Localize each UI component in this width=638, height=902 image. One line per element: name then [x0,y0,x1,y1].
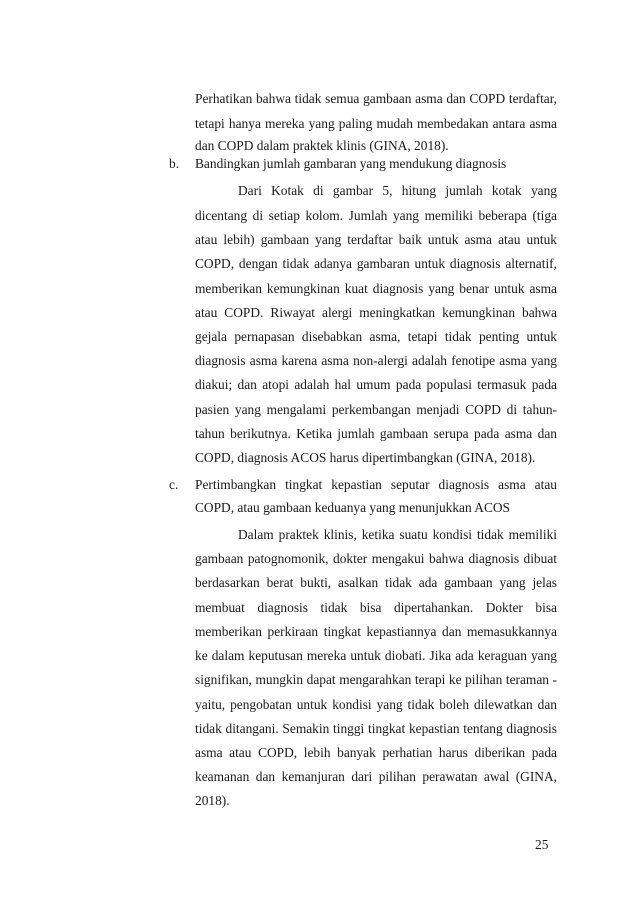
paragraph-line: diagnosis asma karena asma non-alergi adalah fenotipe asma yang [195,353,557,368]
paragraph-line: memberikan kemungkinan kuat diagnosis yang benar untuk asma [195,281,557,296]
paragraph-line: signifikan, mungkin dapat mengarahkan terapi ke pilihan teraman - [195,672,557,687]
paragraph-line: atau COPD. Riwayat alergi meningkatkan kemungkinan bahwa [195,305,557,320]
section-heading-b: Bandingkan jumlah gambaran yang mendukung diagnosis [195,156,507,171]
list-marker-c: c. [169,477,179,492]
paragraph-line: gejala pernapasan disebabkan asma, tetapi tidak penting untuk [195,329,557,344]
page-number: 25 [535,837,549,852]
paragraph-line: diakui; dan atopi adalah hal umum pada populasi termasuk pada [195,377,557,392]
paragraph-line: ke dalam keputusan mereka untuk diobati. Jika ada keraguan yang [195,648,557,663]
paragraph-line: COPD, dengan tidak adanya gambaran untuk diagnosis alternatif, [195,256,557,271]
paragraph-line: asma atau COPD, lebih banyak perhatian harus diberikan pada [195,745,557,760]
paragraph-line: COPD, diagnosis ACOS harus dipertimbangkan (GINA, 2018). [195,450,536,465]
section-heading-c: Pertimbangkan tingkat kepastian seputar diagnosis asma atau [195,477,557,492]
paragraph-line: atau lebih) gambaan yang terdaftar baik untuk asma atau untuk [195,232,557,247]
paragraph-line: yaitu, pengobatan untuk kondisi yang tidak boleh dilewatkan dan [195,697,557,712]
paragraph-line: berdasarkan berat bukti, asalkan tidak ada gambaan yang jelas [195,575,557,590]
paragraph-line: tetapi hanya mereka yang paling mudah membedakan antara asma [195,116,557,131]
list-marker-b: b. [169,156,180,171]
paragraph-line: Perhatikan bahwa tidak semua gambaan asma dan COPD terdaftar, [195,91,557,106]
paragraph-line: membuat diagnosis tidak bisa dipertahankan. Dokter bisa [195,600,557,615]
paragraph-line: 2018). [195,793,230,808]
paragraph-line: dicentang di setiap kolom. Jumlah yang memiliki beberapa (tiga [195,208,557,223]
paragraph-line: memberikan perkiraan tingkat kepastiannya dan memasukkannya [195,624,557,639]
paragraph-line: gambaan patognomonik, dokter mengakui bahwa diagnosis dibuat [195,551,557,566]
paragraph-line: tidak ditangani. Semakin tinggi tingkat kepastian tentang diagnosis [195,721,557,736]
paragraph-line: dan COPD dalam praktek klinis (GINA, 2018). [195,138,449,153]
paragraph-line: tahun berikutnya. Ketika jumlah gambaan serupa pada asma dan [195,426,557,441]
paragraph-line: pasien yang mengalami perkembangan menjadi COPD di tahun- [195,402,557,417]
paragraph-line: Dari Kotak di gambar 5, hitung jumlah kotak yang [238,183,557,198]
section-heading-c: COPD, atau gambaan keduanya yang menunjukkan ACOS [195,500,510,515]
paragraph-line: Dalam praktek klinis, ketika suatu kondisi tidak memiliki [238,527,557,542]
paragraph-line: keamanan dan kemanjuran dari pilihan perawatan awal (GINA, [195,769,557,784]
